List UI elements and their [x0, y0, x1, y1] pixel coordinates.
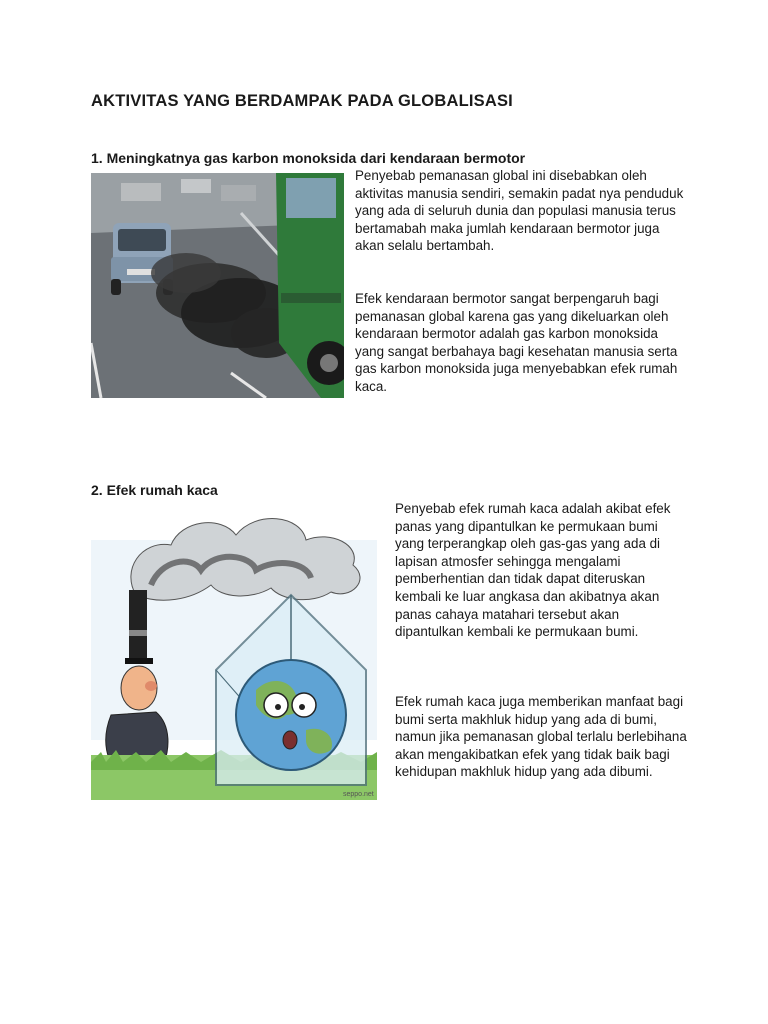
section-1-heading: 1. Meningkatnya gas karbon monoksida dari kendaraan bermotor [91, 150, 526, 166]
greenhouse-earth-cartoon [91, 500, 377, 800]
svg-text:seppo.net: seppo.net [343, 791, 374, 798]
section-2-paragraph-2: Efek rumah kaca juga memberikan manfaat bagi bumi serta makhluk hidup yang ada di bumi, namun jika pemanasan global terlalu berlebihana akan mengakibatkan efek yang tidak baik bagi kehidupan makhluk hidup yang ada dibumi. [395, 694, 687, 780]
page-title: AKTIVITAS YANG BERDAMPAK PADA GLOBALISASI [91, 92, 513, 110]
section-2-heading: 2. Efek rumah kaca [91, 482, 218, 498]
section-1-paragraph-1: Penyebab pemanasan global ini disebabkan oleh aktivitas manusia sendiri, semakin padat nya penduduk yang ada di seluruh dunia dan populasi manusia terus bertamabah maka jumlah kendaraan bermotor juga akan selalu bertambah. [355, 168, 684, 254]
traffic-exhaust-photo [91, 173, 344, 398]
section-2-paragraph-1: Penyebab efek rumah kaca adalah akibat efek panas yang dipantulkan ke permukaan bumi yang terperangkap oleh gas-gas yang ada di lapisan atmosfer sehingga mengalami pemberhentian dan tidak dapat diteruskan kembali ke luar angkasa dan akibatnya akan panas cahaya matahari tersebut akan dipantulkan kembali ke permukaan bumi. [395, 501, 671, 640]
section-1-paragraph-2: Efek kendaraan bermotor sangat berpengaruh bagi pemanasan global karena gas yang dikeluarkan oleh kendaraan bermotor adalah gas karbon monoksida yang sangat berbahaya bagi kesehatan manusia serta gas karbon monoksida juga menyebabkan efek rumah kaca. [355, 291, 678, 394]
